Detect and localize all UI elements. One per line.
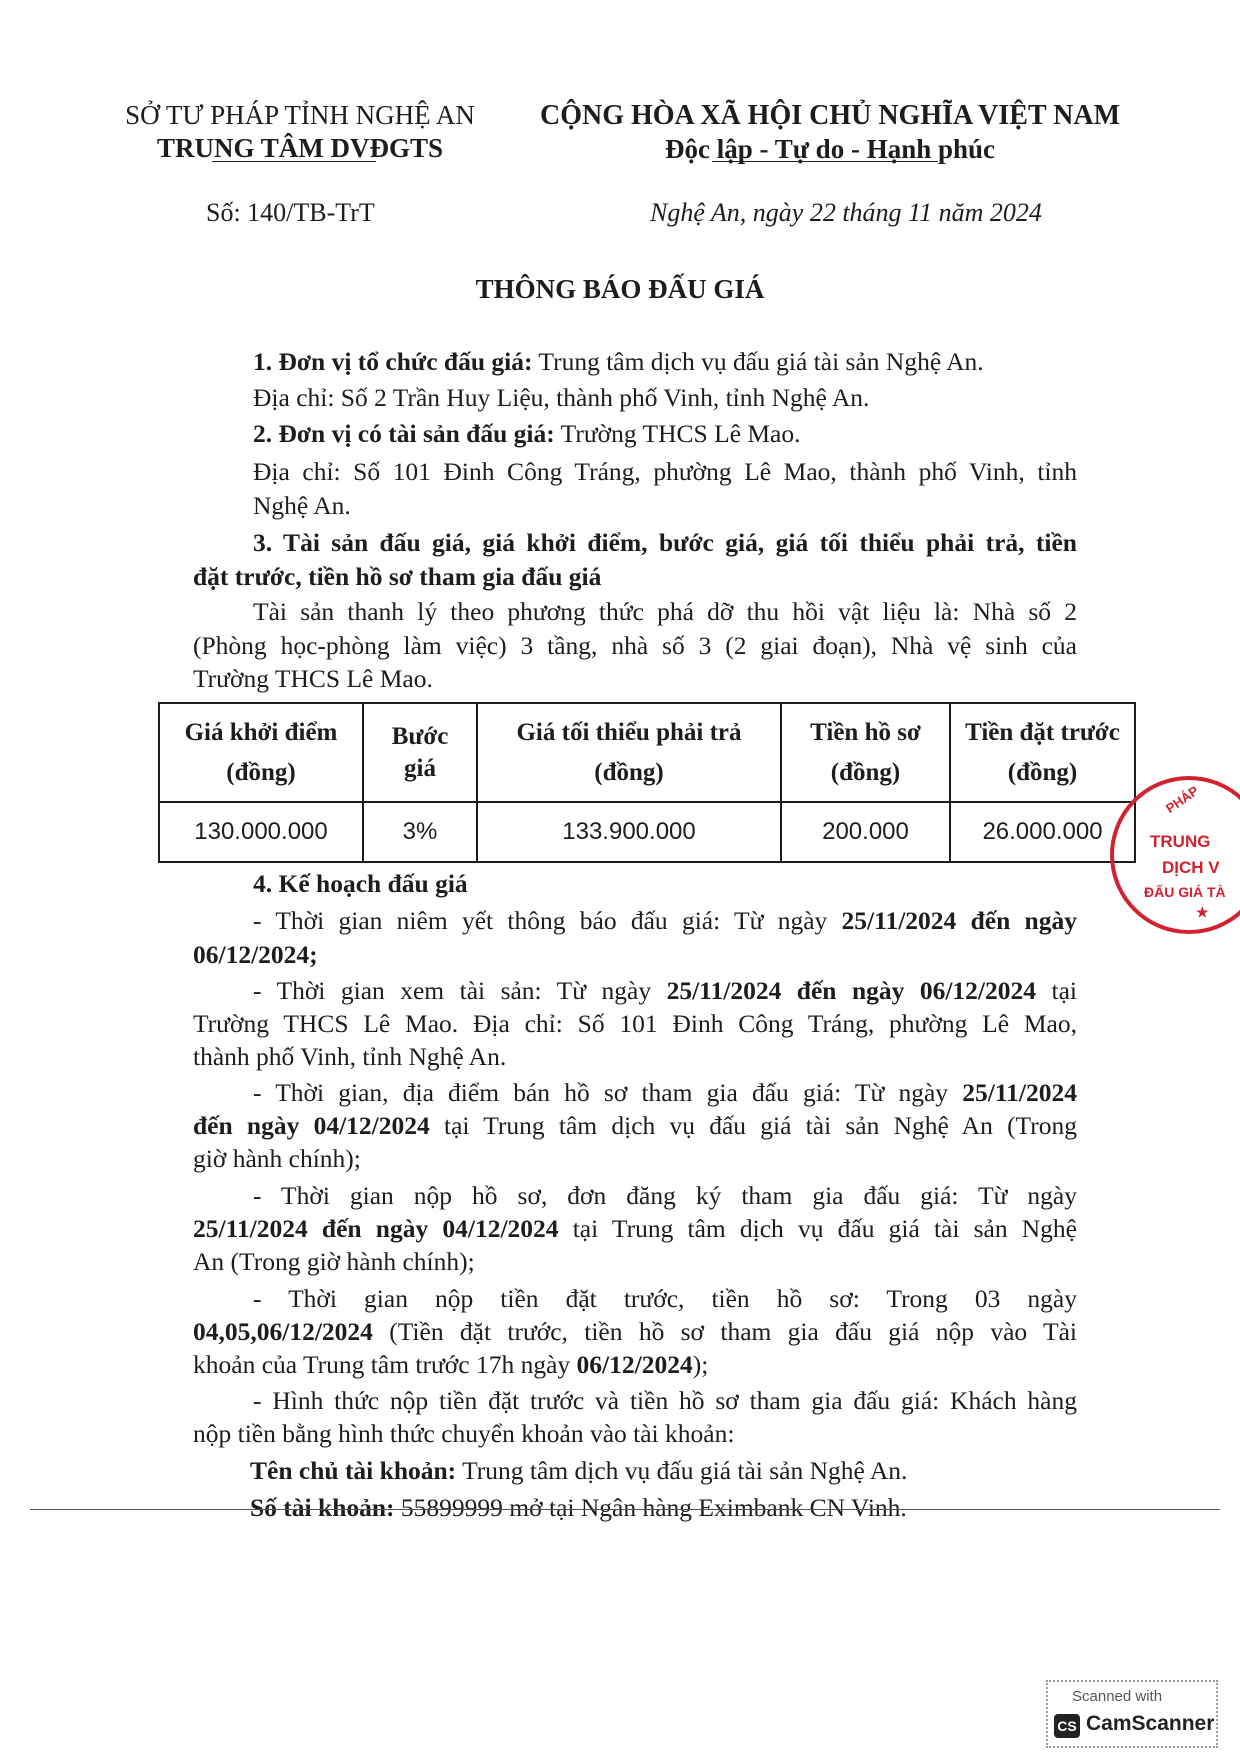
viewing-period-1: - Thời gian xem tài sản: Từ ngày 25/11/2024 đến ngày 06/12/2024 tại xyxy=(253,976,1077,1005)
section-3-heading-2: đặt trước, tiền hồ sơ tham gia đấu giá xyxy=(193,562,602,591)
section-2-address-2: Nghệ An. xyxy=(253,491,351,520)
deposit-period-3: khoản của Trung tâm trước 17h ngày 06/12/2024); xyxy=(193,1350,709,1379)
stamp-line-1: TRUNG xyxy=(1150,832,1211,851)
agency-name xyxy=(100,100,500,164)
agency-line-2: TRUNG TÂM DVĐGTS xyxy=(156,133,444,163)
account-number: Số tài khoản: 55899999 mở tại Ngân hàng Eximbank CN Vinh. xyxy=(250,1493,907,1522)
submit-period-1: - Thời gian nộp hồ sơ, đơn đăng ký tham gia đấu giá: Từ ngày xyxy=(253,1181,1077,1210)
header-deposit: Tiền đặt trước (đồng) xyxy=(950,703,1135,802)
posting-period-2: 06/12/2024; xyxy=(193,940,318,969)
scan-line xyxy=(30,1509,1220,1510)
section-3-desc-1: Tài sản thanh lý theo phương thức phá dỡ thu hồi vật liệu là: Nhà số 2 xyxy=(253,597,1077,626)
header-starting-price: Giá khởi điểm (đồng) xyxy=(159,703,363,802)
stamp-line-3: ĐẤU GIÁ TÀ xyxy=(1144,884,1226,900)
section-1-text: Trung tâm dịch vụ đấu giá tài sản Nghệ An. xyxy=(532,347,984,376)
stamp-top-text: PHÁP xyxy=(1162,782,1202,817)
cell-minimum-price: 133.900.000 xyxy=(477,802,781,862)
camscanner-watermark xyxy=(1046,1680,1218,1748)
motto-underline xyxy=(712,161,938,162)
cell-starting-price: 130.000.000 xyxy=(159,802,363,862)
camscanner-logo-icon: CS xyxy=(1054,1714,1080,1738)
payment-method-1: - Hình thức nộp tiền đặt trước và tiền hồ sơ tham gia đấu giá: Khách hàng xyxy=(253,1386,1077,1415)
section-3-desc-2: (Phòng học-phòng làm việc) 3 tầng, nhà số 3 (2 giai đoạn), Nhà vệ sinh của xyxy=(193,631,1077,660)
deposit-period-1: - Thời gian nộp tiền đặt trước, tiền hồ sơ: Trong 03 ngày xyxy=(253,1284,1077,1313)
cell-price-step: 3% xyxy=(363,802,477,862)
submit-period-2: 25/11/2024 đến ngày 04/12/2024 tại Trung tâm dịch vụ đấu giá tài sản Nghệ xyxy=(193,1214,1077,1243)
national-motto xyxy=(530,100,1130,165)
posting-period-1: - Thời gian niêm yết thông báo đấu giá: Từ ngày 25/11/2024 đến ngày xyxy=(253,906,1077,935)
country-name: CỘNG HÒA XÃ HỘI CHỦ NGHĨA VIỆT NAM xyxy=(539,100,1121,131)
account-name: Tên chủ tài khoản: Trung tâm dịch vụ đấu giá tài sản Nghệ An. xyxy=(250,1456,908,1485)
header-minimum-price: Giá tối thiểu phải trả (đồng) xyxy=(477,703,781,802)
cell-deposit: 26.000.000 xyxy=(950,802,1135,862)
stamp-line-2: DỊCH V xyxy=(1162,858,1220,877)
table-row xyxy=(159,802,1135,862)
section-1-line xyxy=(193,346,1077,378)
watermark-brand: CamScanner xyxy=(1086,1712,1215,1735)
watermark-caption: Scanned with xyxy=(1072,1688,1163,1705)
viewing-period-3: thành phố Vinh, tỉnh Nghệ An. xyxy=(193,1042,507,1071)
document-number: Số: 140/TB-TrT xyxy=(206,198,375,227)
header-price-step: Bước giá xyxy=(363,703,477,802)
sale-period-3: giờ hành chính); xyxy=(193,1144,361,1173)
payment-method-2: nộp tiền bằng hình thức chuyển khoản vào tài khoản: xyxy=(193,1419,735,1448)
viewing-period-2: Trường THCS Lê Mao. Địa chỉ: Số 101 Đinh Công Tráng, phường Lê Mao, xyxy=(193,1009,1077,1038)
section-1-address: Địa chỉ: Số 2 Trần Huy Liệu, thành phố Vinh, tỉnh Nghệ An. xyxy=(253,383,870,412)
submit-period-3: An (Trong giờ hành chính); xyxy=(193,1247,475,1276)
price-table xyxy=(158,702,1136,863)
sale-period-2: đến ngày 04/12/2024 tại Trung tâm dịch vụ đấu giá tài sản Nghệ An (Trong xyxy=(193,1111,1077,1140)
section-4-heading: 4. Kế hoạch đấu giá xyxy=(253,869,468,898)
section-2-address-1: Địa chỉ: Số 101 Đinh Công Tráng, phường Lê Mao, thành phố Vinh, tỉnh xyxy=(253,457,1077,486)
section-2-label: 2. Đơn vị có tài sản đấu giá: xyxy=(253,419,555,448)
header-file-fee: Tiền hồ sơ (đồng) xyxy=(781,703,950,802)
stamp-star-icon: ★ xyxy=(1196,904,1209,920)
section-3-desc-3: Trường THCS Lê Mao. xyxy=(193,664,433,693)
sale-period-1: - Thời gian, địa điểm bán hồ sơ tham gia đấu giá: Từ ngày 25/11/2024 xyxy=(253,1078,1077,1107)
cell-file-fee: 200.000 xyxy=(781,802,950,862)
section-1-label: 1. Đơn vị tổ chức đấu giá: xyxy=(253,347,533,376)
document-date: Nghệ An, ngày 22 tháng 11 năm 2024 xyxy=(650,198,1042,227)
deposit-period-2: 04,05,06/12/2024 (Tiền đặt trước, tiền hồ sơ tham gia đấu giá nộp vào Tài xyxy=(193,1317,1077,1346)
agency-underline xyxy=(212,161,376,162)
section-2-line xyxy=(193,418,1077,450)
agency-line-1: SỞ TƯ PHÁP TỈNH NGHỆ AN xyxy=(125,100,475,130)
section-2-text: Trường THCS Lê Mao. xyxy=(554,419,801,448)
table-header-row xyxy=(159,703,1135,802)
section-3-heading-1: 3. Tài sản đấu giá, giá khởi điểm, bước giá, giá tối thiểu phải trả, tiền xyxy=(253,528,1077,557)
motto: Độc lập - Tự do - Hạnh phúc xyxy=(664,134,996,164)
document-title: THÔNG BÁO ĐẤU GIÁ xyxy=(475,274,765,304)
